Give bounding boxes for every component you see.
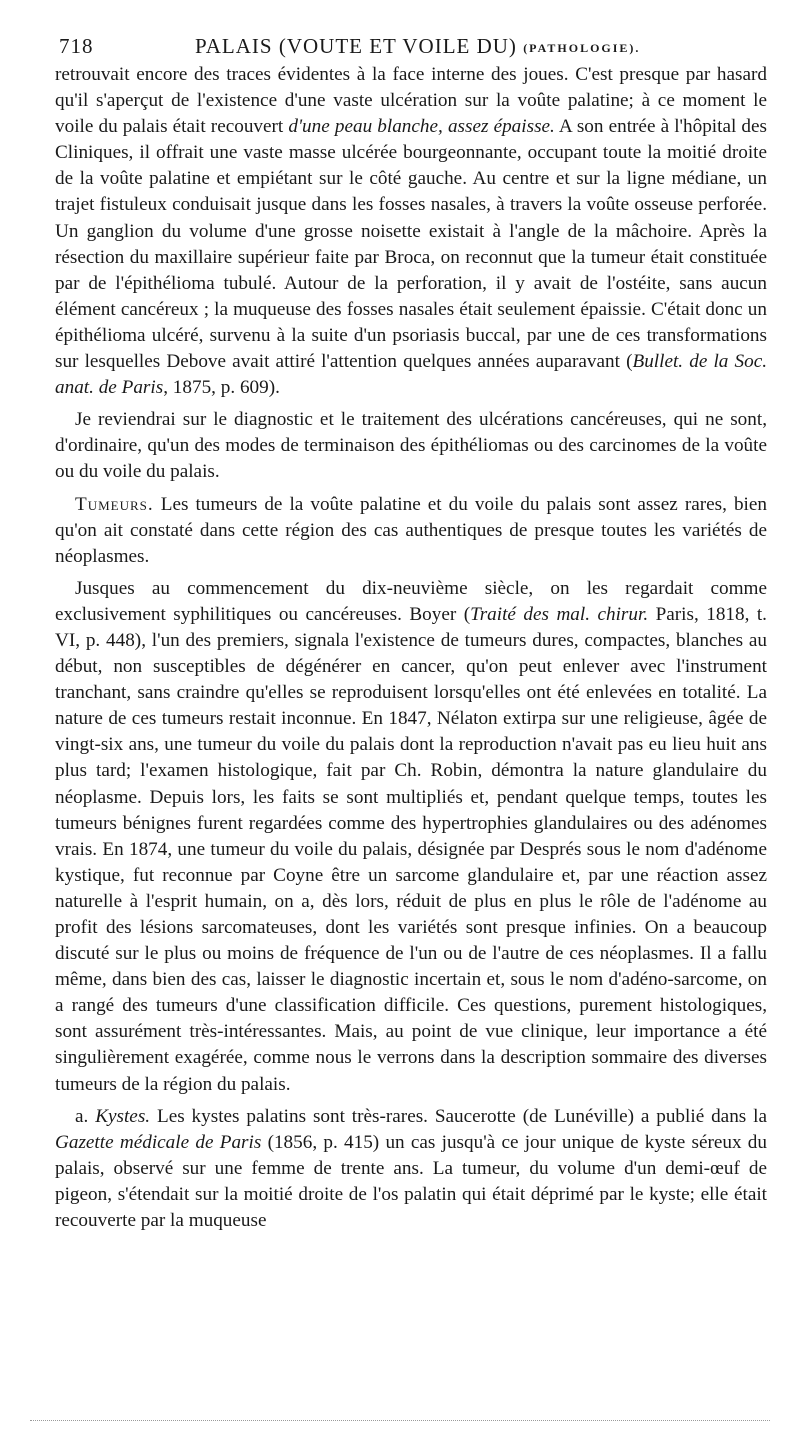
body-text	[55, 62, 767, 1234]
section-heading: Tumeurs.	[75, 493, 154, 515]
page-content	[55, 30, 767, 1234]
text-run: Je reviendrai sur le diagnostic et le traitement des ulcérations cancéreuses, qui ne sont, d'ordinaire, qu'un des modes de terminaison des épithéliomas ou des carcinomes de la voûte ou du voile du palais.	[55, 409, 767, 483]
text-run: A son entrée à l'hôpital des Cliniques, il offrait une vaste masse ulcérée bourgeonnante, occupant toute la moitié droite de la voûte palatine et empiétant sur le côté gauche. Au centre et sur la ligne médiane, un trajet fistuleux conduisait jusque dans les fosses nasales, à travers la voûte osseuse perforée. Un ganglion du volume d'une grosse noisette existait à l'angle de la mâchoire. Après la résection du maxillaire supérieur faite par Broca, on reconnut que la tumeur était constituée par de l'épithélioma tubulé. Autour de la perforation, il y avait de l'ostéite, sans aucun élément cancéreux ; la muqueuse des fosses nasales était seulement épaissie. C'était donc un épithélioma ulcéré, survenu à la suite d'un psoriasis buccal, par une de ces transformations sur lesquelles Debove avait attiré l'attention quelques années auparavant (	[55, 116, 767, 373]
running-head	[55, 30, 767, 62]
footer-dotted-rule	[30, 1420, 770, 1421]
subsection-heading: Kystes.	[95, 1105, 151, 1127]
running-title-sub: (PATHOLOGIE).	[523, 41, 641, 55]
paragraph-case-continuation	[55, 62, 767, 401]
text-run: Les kystes palatins sont très-rares. Saucerotte (de Lunéville) a publié dans la	[150, 1105, 767, 1127]
paragraph-diagnostic	[55, 407, 767, 485]
text-run: Les tumeurs de la voûte palatine et du voile du palais sont assez rares, bien qu'on ait constaté dans cette région des cas authentiques de presque toutes les variétés de néoplasmes.	[55, 493, 767, 567]
text-run: a.	[75, 1105, 96, 1127]
citation-title: Gazette médicale de Paris	[55, 1131, 262, 1153]
running-title-main: PALAIS (VOUTE ET VOILE DU)	[195, 34, 517, 58]
text-run: (1856, p. 415) un cas jusqu'à ce jour unique de kyste séreux du palais, observé sur une femme de trente ans. La tumeur, du volume d'un demi-œuf de pigeon, s'étendait sur la moitié droite de l'os palatin qui était déprimé par le kyste; elle était recouverte par la muqueuse	[55, 1131, 767, 1232]
text-run: Paris, 1818, t. VI, p. 448), l'un des premiers, signala l'existence de tumeurs dures, compactes, blanches au début, non susceptibles de dégénérer en cancer, qu'on peut enlever avec l'instrument tranchant, sans craindre qu'elles se reproduisent lorsqu'elles ont été enlevées en totalité. La nature de ces tumeurs restait inconnue. En 1847, Nélaton extirpa sur une religieuse, âgée de vingt-six ans, une tumeur du voile du palais dont la reproduction n'avait pas eu lieu huit ans plus tard; l'examen histologique, fait par Ch. Robin, démontra la nature glandulaire du néoplasme. Depuis lors, les faits se sont multipliés et, pendant quelque temps, toutes les tumeurs bénignes furent regardées comme des hypertrophies glandulaires ou des adénomes vrais. En 1874, une tumeur du voile du palais, désignée par Després sous le nom d'adénome kystique, fut reconnue par Coyne être un sarcome glandulaire et, par une réaction assez naturelle à l'esprit humain, on a, dès lors, réduit de plus en plus le rôle de l'adénome au profit des lésions sarcomateuses, dont les variétés sont presque infinies. On a beaucoup discuté sur le plus ou moins de fréquence de l'un ou de l'autre de ces néoplasmes. Il a fallu même, dans bien des cas, laisser le diagnostic incertain et, sous le nom d'adéno-sarcome, on a rangé des tumeurs d'une classification difficile. Ces questions, purement histologiques, sont assurément très-intéressantes. Mais, au point de vue clinique, leur importance a été singulièrement exagérée, comme nous le verrons dans la description sommaire des diverses tumeurs de la région du palais.	[55, 603, 767, 1095]
paragraph-tumeurs	[55, 492, 767, 570]
text-run: retrouvait encore des traces évidentes à la face interne des joues. C'est presque par hasard qu'il s'aperçut de l'existence d'une vaste ulcération sur la voûte palatine; à ce moment le voile du palais était recouvert	[55, 64, 767, 138]
text-run: , 1875, p. 609).	[163, 377, 280, 399]
citation-title: Traité des mal. chirur.	[470, 603, 649, 625]
paragraph-kystes	[55, 1104, 767, 1234]
text-run: Jusques au commencement du dix-neuvième siècle, on les regardait comme exclusivement syphilitiques ou cancéreuses. Boyer (	[55, 577, 767, 625]
italic-run: d'une peau blanche, assez épaisse.	[288, 116, 555, 138]
citation-title: Bullet. de la Soc. anat. de Paris	[55, 351, 768, 399]
page-number: 718	[59, 34, 94, 58]
running-title	[195, 32, 640, 62]
paragraph-history	[55, 576, 767, 1098]
